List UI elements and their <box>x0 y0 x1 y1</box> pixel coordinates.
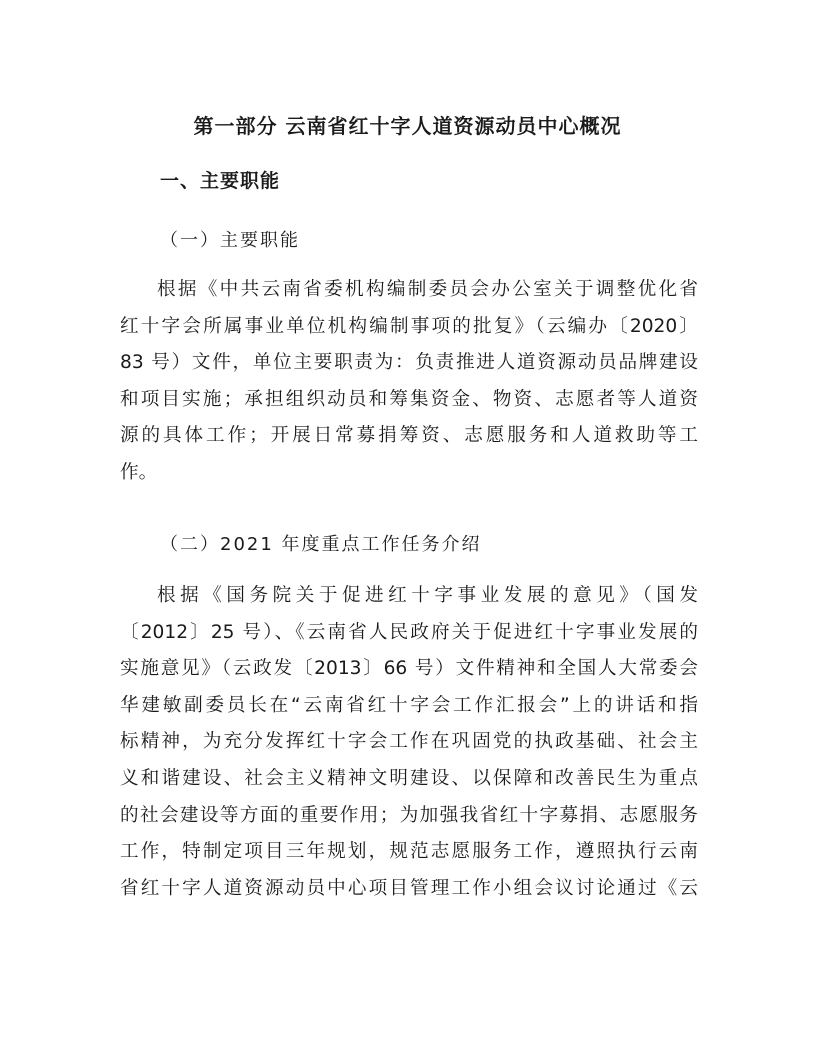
paragraph-line: 源的具体工作；开展日常募捐筹资、志愿服务和人道救助等工 <box>120 425 698 447</box>
paragraph-line: 和项目实施；承担组织动员和筹集资金、物资、志愿者等人道资 <box>120 388 698 410</box>
paragraph-line: 的社会建设等方面的重要作用；为加强我省红十字募捐、志愿服务 <box>120 804 698 826</box>
paragraph-line: 83 号）文件，单位主要职责为：负责推进人道资源动员品牌建设 <box>120 352 698 374</box>
sub-heading-main-functions: （一）主要职能 <box>160 230 300 251</box>
paragraph-line: 作。 <box>120 461 158 483</box>
paragraph-line: 根据《国务院关于促进红十字事业发展的意见》（国发 <box>157 585 698 606</box>
part-title: 第一部分 云南省红十字人道资源动员中心概况 <box>193 114 622 138</box>
paragraph-line: 红十字会所属事业单位机构编制事项的批复》（云编办〔2020〕 <box>120 315 698 337</box>
section-heading-main-functions: 一、主要职能 <box>160 170 281 192</box>
paragraph-line: 华建敏副委员长在“云南省红十字会工作汇报会”上的讲话和指 <box>120 694 698 716</box>
paragraph-key-tasks <box>120 578 698 907</box>
paragraph-line: 省红十字人道资源动员中心项目管理工作小组会议讨论通过《云 <box>120 877 698 899</box>
paragraph-line: 工作，特制定项目三年规划，规范志愿服务工作，遵照执行云南 <box>120 841 698 863</box>
paragraph-line: 〔2012〕25 号）、《云南省人民政府关于促进红十字事业发展的 <box>120 621 698 643</box>
paragraph-line: 根据《中共云南省委机构编制委员会办公室关于调整优化省 <box>157 279 698 300</box>
paragraph-line: 义和谐建设、社会主义精神文明建设、以保障和改善民生为重点 <box>120 767 698 789</box>
paragraph-line: 标精神，为充分发挥红十字会工作在巩固党的执政基础、社会主 <box>120 731 698 753</box>
paragraph-line: 实施意见》（云政发〔2013〕66 号）文件精神和全国人大常委会 <box>120 658 698 680</box>
sub-heading-2021-key-tasks: （二）2021 年度重点工作任务介绍 <box>160 534 482 555</box>
paragraph-main-functions <box>120 272 698 492</box>
